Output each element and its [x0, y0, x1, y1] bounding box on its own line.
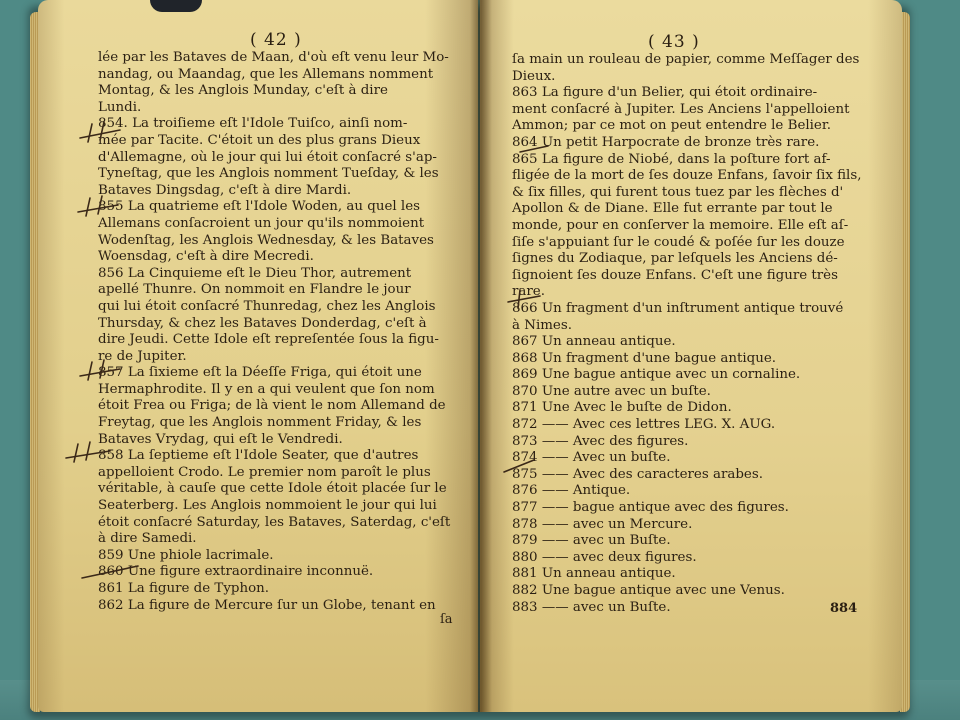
- text-line: apellé Thunre. On nommoit en Flandre le jour: [98, 282, 411, 298]
- text-line: Wodenſtag, les Anglois Wednesday, & les Bataves: [98, 232, 434, 248]
- text-line: nandag, ou Maandag, que les Allemans nomment: [98, 66, 434, 82]
- text-line: dire Jeudi. Cette Idole eſt repreſentée ſous la figu-: [98, 332, 439, 348]
- text-line: fligée de la mort de ſes douze Enfans, ſavoir ſix fils,: [512, 168, 862, 184]
- text-line: appelloient Crodo. Le premier nom paroît le plus: [98, 464, 431, 480]
- text-line: Montag, & les Anglois Munday, c'eſt à dire: [98, 83, 388, 99]
- text-line: 870 Une autre avec un buſte.: [512, 383, 711, 399]
- tally-mark-866: [508, 290, 540, 308]
- text-line: Seaterberg. Les Anglois nommoient le jour qui lui: [98, 498, 437, 514]
- text-line: Allemans conſacroient un jour qu'ils nommoient: [98, 215, 425, 231]
- text-line: 868 Un fragment d'une bague antique.: [512, 350, 777, 366]
- text-line: ſa main un rouleau de papier, comme Meſſager des: [512, 52, 860, 67]
- text-line: 883 —— avec un Buſte.: [512, 599, 671, 615]
- text-line: lée par les Bataves de Maan, d'où eſt venu leur Mo-: [98, 50, 449, 65]
- text-line: Woensdag, c'eſt à dire Mecredi.: [98, 249, 314, 265]
- dash-mark-875: [504, 460, 534, 472]
- text-line: Bataves Vrydag, qui eſt le Vendredi.: [98, 431, 343, 447]
- text-line: véritable, à cauſe que cette Idole étoit placée ſur le: [98, 481, 447, 497]
- text-line: 867 Un anneau antique.: [512, 334, 676, 350]
- text-line: 855 La quatrieme eſt l'Idole Woden, au quel les: [98, 199, 421, 215]
- text-line: ſignoient ſes douze Enfans. C'eſt une figure très: [512, 267, 838, 283]
- tally-mark-854: [80, 122, 120, 142]
- text-line: rare.: [512, 284, 545, 300]
- text-line: Lundi.: [98, 99, 142, 115]
- text-line: 858 La ſeptieme eſt l'Idole Seater, que d'autres: [98, 448, 419, 464]
- text-line: 860 Une figure extraordinaire inconnuë.: [98, 564, 374, 580]
- text-line: Tyneſtag, que les Anglois nomment Tueſday, & les: [98, 166, 439, 182]
- text-line: étoit Frea ou Friga; de là vient le nom Allemand de: [98, 398, 446, 414]
- text-line: 875 —— Avec des caracteres arabes.: [512, 466, 763, 482]
- text-line: 877 —— bague antique avec des figures.: [512, 500, 789, 516]
- text-line: 861 La figure de Typhon.: [98, 581, 270, 596]
- text-line: 869 Une bague antique avec un cornaline.: [512, 367, 801, 383]
- text-line: Freytag, que les Anglois nomment Friday, & les: [98, 415, 422, 431]
- left-page-number: ( 42 ): [250, 30, 302, 50]
- text-line: 859 Une phiole lacrimale.: [98, 547, 274, 563]
- text-line: ment conſacré à Jupiter. Les Anciens l'appelloient: [512, 101, 850, 117]
- text-line: 872 —— Avec ces lettres LEG. X. AUG.: [512, 417, 776, 433]
- text-line: qui lui étoit conſacré Thunredag, chez les Anglois: [98, 298, 436, 314]
- text-line: d'Allemagne, où le jour qui lui étoit conſacré s'ap-: [98, 149, 437, 165]
- text-line: 874 —— Avec un buſte.: [512, 450, 671, 466]
- text-line: Hermaphrodite. Il y en a qui veulent que ſon nom: [98, 381, 435, 397]
- text-line: 856 La Cinquieme eſt le Dieu Thor, autrement: [98, 265, 412, 281]
- text-line: 871 Une Avec le buſte de Didon.: [512, 400, 732, 416]
- text-line: Thursday, & chez les Bataves Donderdag, c'eſt à: [98, 315, 427, 331]
- tally-mark-858: [66, 442, 110, 462]
- text-line: 878 —— avec un Mercure.: [512, 516, 693, 532]
- text-line: 854. La troiſieme eſt l'Idole Tuiſco, ainſi nom-: [98, 116, 408, 132]
- right-page-number: ( 43 ): [648, 32, 700, 52]
- text-line: & ſix filles, qui furent tous tuez par les flèches d': [512, 184, 844, 200]
- text-line: 881 Un anneau antique.: [512, 566, 676, 582]
- text-line: Ammon; par ce mot on peut entendre le Belier.: [512, 118, 832, 134]
- text-line: 866 Un fragment d'un inſtrument antique trouvé: [512, 300, 844, 316]
- text-line: Apollon & de Diane. Elle fut errante par tout le: [512, 201, 833, 217]
- text-line: 857 La ſixieme eſt la Déeſſe Friga, qui étoit une: [98, 365, 422, 381]
- text-line: ſiſe s'appuiant ſur le coudé & poſée ſur les douze: [512, 234, 845, 250]
- text-line: 876 —— Antique.: [512, 483, 631, 499]
- text-line: mée par Tacite. C'étoit un des plus grans Dieux: [98, 132, 421, 148]
- text-line: étoit conſacré Saturday, les Bataves, Saterdag, c'eſt: [98, 514, 451, 530]
- text-line: 882 Une bague antique avec une Venus.: [512, 583, 785, 598]
- text-line: monde, pour en conſerver la memoire. Elle eſt aſ-: [512, 217, 849, 233]
- right-catchword: 884: [830, 601, 858, 616]
- dash-mark-865: [520, 146, 548, 152]
- text-line: à Nimes.: [512, 317, 572, 333]
- text-line: 864 Un petit Harpocrate de bronze très rare.: [512, 134, 820, 150]
- text-line: 879 —— avec un Buſte.: [512, 533, 671, 549]
- text-line: re de Jupiter.: [98, 348, 187, 364]
- tally-mark-855: [78, 196, 118, 216]
- text-line: ſignes du Zodiaque, par leſquels les Anciens dé-: [512, 251, 838, 267]
- text-line: 873 —— Avec des figures.: [512, 433, 689, 449]
- tally-mark-857: [80, 360, 120, 380]
- text-line: 862 La figure de Mercure ſur un Globe, tenant en: [98, 597, 436, 613]
- text-line: 863 La figure d'un Belier, qui étoit ordinaire-: [512, 85, 818, 101]
- text-line: Bataves Dingsdag, c'eſt à dire Mardi.: [98, 182, 352, 198]
- text-line: 865 La figure de Niobé, dans la poſture fort af-: [512, 151, 831, 167]
- left-catchword: ſa: [440, 612, 453, 627]
- text-line: 880 —— avec deux figures.: [512, 549, 697, 565]
- text-line: Dieux.: [512, 68, 556, 84]
- text-line: à dire Samedi.: [98, 531, 197, 547]
- dash-mark-860: [82, 566, 138, 578]
